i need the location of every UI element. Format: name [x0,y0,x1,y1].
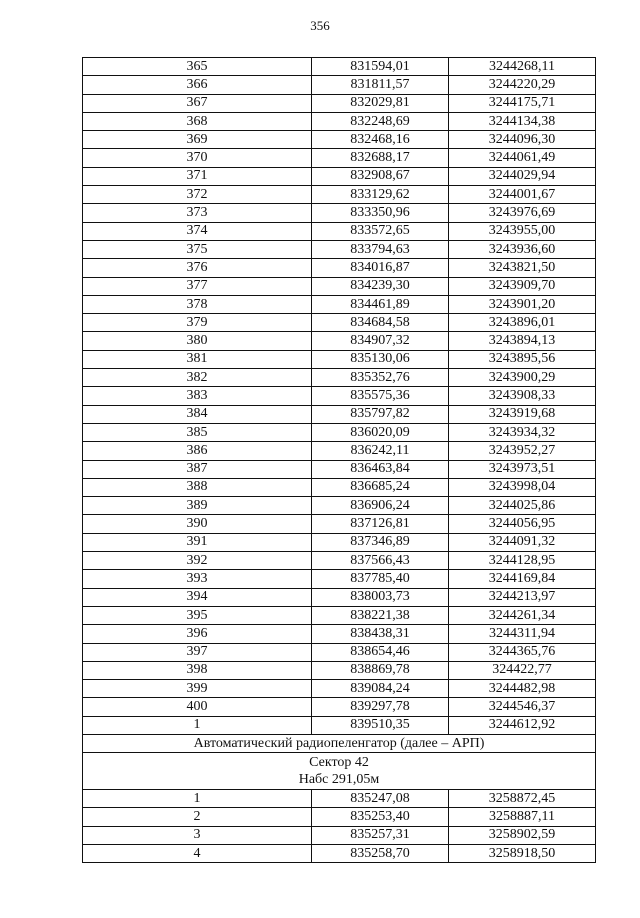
y-coordinate-cell: 3244025,86 [449,497,596,515]
point-number-cell: 366 [83,76,312,94]
y-coordinate-cell: 3244175,71 [449,94,596,112]
point-number-cell: 386 [83,442,312,460]
point-number-cell: 392 [83,552,312,570]
table-row [83,259,596,277]
point-number-cell: 391 [83,533,312,551]
x-coordinate-cell: 831594,01 [312,58,449,76]
table-row [83,131,596,149]
table-row [83,680,596,698]
table-row [83,826,596,844]
x-coordinate-cell: 835247,08 [312,789,449,807]
x-coordinate-cell: 839510,35 [312,716,449,734]
point-number-cell: 375 [83,240,312,258]
y-coordinate-cell: 3243934,32 [449,423,596,441]
y-coordinate-cell: 3243998,04 [449,478,596,496]
y-coordinate-cell: 3244134,38 [449,112,596,130]
y-coordinate-cell: 3244029,94 [449,167,596,185]
y-coordinate-cell: 3243919,68 [449,405,596,423]
point-number-cell: 378 [83,295,312,313]
table-row [83,76,596,94]
point-number-cell: 399 [83,680,312,698]
y-coordinate-cell: 3244365,76 [449,643,596,661]
y-coordinate-cell: 3258918,50 [449,844,596,862]
page-number: 356 [310,18,330,33]
point-number-cell: 385 [83,423,312,441]
table-row [83,332,596,350]
point-number-cell: 371 [83,167,312,185]
point-number-cell: 367 [83,94,312,112]
x-coordinate-cell: 838869,78 [312,661,449,679]
x-coordinate-cell: 839297,78 [312,698,449,716]
table-row [83,478,596,496]
y-coordinate-cell: 3243894,13 [449,332,596,350]
table-row [83,808,596,826]
table-row [83,643,596,661]
y-coordinate-cell: 3243896,01 [449,314,596,332]
x-coordinate-cell: 837566,43 [312,552,449,570]
table-row [83,112,596,130]
x-coordinate-cell: 837785,40 [312,570,449,588]
x-coordinate-cell: 838221,38 [312,606,449,624]
point-number-cell: 389 [83,497,312,515]
table-row [83,295,596,313]
point-number-cell: 387 [83,460,312,478]
y-coordinate-cell: 3244482,98 [449,680,596,698]
coordinates-table-body-bottom [83,789,596,862]
point-number-cell: 1 [83,716,312,734]
point-number-cell: 384 [83,405,312,423]
x-coordinate-cell: 831811,57 [312,76,449,94]
table-row [83,94,596,112]
y-coordinate-cell: 3243821,50 [449,259,596,277]
sector-title: Сектор 42 [309,754,369,770]
x-coordinate-cell: 835257,31 [312,826,449,844]
point-number-cell: 2 [83,808,312,826]
table-row [83,149,596,167]
coordinates-table-body-top [83,58,596,735]
point-number-cell: 365 [83,58,312,76]
x-coordinate-cell: 833572,65 [312,222,449,240]
table-row [83,789,596,807]
point-number-cell: 382 [83,369,312,387]
y-coordinate-cell: 3244261,34 [449,606,596,624]
point-number-cell: 383 [83,387,312,405]
point-number-cell: 376 [83,259,312,277]
table-row [83,222,596,240]
y-coordinate-cell: 3244546,37 [449,698,596,716]
point-number-cell: 369 [83,131,312,149]
x-coordinate-cell: 836906,24 [312,497,449,515]
y-coordinate-cell: 3258902,59 [449,826,596,844]
y-coordinate-cell: 3243936,60 [449,240,596,258]
point-number-cell: 370 [83,149,312,167]
y-coordinate-cell: 3243909,70 [449,277,596,295]
table-row [83,387,596,405]
table-row [83,606,596,624]
table-row [83,844,596,862]
x-coordinate-cell: 836463,84 [312,460,449,478]
point-number-cell: 374 [83,222,312,240]
table-row [83,167,596,185]
x-coordinate-cell: 833129,62 [312,186,449,204]
table-row [83,497,596,515]
x-coordinate-cell: 837346,89 [312,533,449,551]
x-coordinate-cell: 835352,76 [312,369,449,387]
y-coordinate-cell: 3243976,69 [449,204,596,222]
point-number-cell: 395 [83,606,312,624]
x-coordinate-cell: 836685,24 [312,478,449,496]
y-coordinate-cell: 3244612,92 [449,716,596,734]
sector-altitude: Набс 291,05м [298,771,380,787]
x-coordinate-cell: 835258,70 [312,844,449,862]
x-coordinate-cell: 837126,81 [312,515,449,533]
x-coordinate-cell: 838654,46 [312,643,449,661]
table-row [83,460,596,478]
section-heading-row [83,734,596,752]
point-number-cell: 394 [83,588,312,606]
x-coordinate-cell: 832688,17 [312,149,449,167]
y-coordinate-cell: 3244268,11 [449,58,596,76]
table-row [83,716,596,734]
table-row [83,186,596,204]
table-row [83,369,596,387]
point-number-cell: 373 [83,204,312,222]
x-coordinate-cell: 836020,09 [312,423,449,441]
table-row [83,661,596,679]
y-coordinate-cell: 3244056,95 [449,515,596,533]
y-coordinate-cell: 3244091,32 [449,533,596,551]
point-number-cell: 397 [83,643,312,661]
y-coordinate-cell: 3244096,30 [449,131,596,149]
y-coordinate-cell: 3243955,00 [449,222,596,240]
point-number-cell: 393 [83,570,312,588]
table-row [83,277,596,295]
y-coordinate-cell: 324422,77 [449,661,596,679]
x-coordinate-cell: 835575,36 [312,387,449,405]
x-coordinate-cell: 832908,67 [312,167,449,185]
y-coordinate-cell: 3244220,29 [449,76,596,94]
x-coordinate-cell: 838438,31 [312,625,449,643]
y-coordinate-cell: 3243952,27 [449,442,596,460]
table-row [83,442,596,460]
x-coordinate-cell: 834461,89 [312,295,449,313]
point-number-cell: 4 [83,844,312,862]
point-number-cell: 377 [83,277,312,295]
y-coordinate-cell: 3258887,11 [449,808,596,826]
section-heading-group [83,734,596,789]
point-number-cell: 372 [83,186,312,204]
y-coordinate-cell: 3244311,94 [449,625,596,643]
x-coordinate-cell: 834684,58 [312,314,449,332]
x-coordinate-cell: 835253,40 [312,808,449,826]
table-row [83,350,596,368]
table-row [83,625,596,643]
y-coordinate-cell: 3258872,45 [449,789,596,807]
y-coordinate-cell: 3243973,51 [449,460,596,478]
point-number-cell: 381 [83,350,312,368]
y-coordinate-cell: 3243900,29 [449,369,596,387]
x-coordinate-cell: 832248,69 [312,112,449,130]
point-number-cell: 3 [83,826,312,844]
y-coordinate-cell: 3243908,33 [449,387,596,405]
x-coordinate-cell: 835797,82 [312,405,449,423]
y-coordinate-cell: 3244001,67 [449,186,596,204]
x-coordinate-cell: 836242,11 [312,442,449,460]
y-coordinate-cell: 3243895,56 [449,350,596,368]
table-row [83,314,596,332]
x-coordinate-cell: 839084,24 [312,680,449,698]
sector-row [83,752,596,789]
x-coordinate-cell: 833794,63 [312,240,449,258]
point-number-cell: 400 [83,698,312,716]
point-number-cell: 379 [83,314,312,332]
coordinates-table [82,57,596,863]
x-coordinate-cell: 833350,96 [312,204,449,222]
y-coordinate-cell: 3243901,20 [449,295,596,313]
point-number-cell: 398 [83,661,312,679]
point-number-cell: 396 [83,625,312,643]
point-number-cell: 390 [83,515,312,533]
y-coordinate-cell: 3244213,97 [449,588,596,606]
x-coordinate-cell: 834016,87 [312,259,449,277]
table-row [83,515,596,533]
x-coordinate-cell: 834239,30 [312,277,449,295]
point-number-cell: 1 [83,789,312,807]
table-row [83,698,596,716]
y-coordinate-cell: 3244128,95 [449,552,596,570]
table-row [83,588,596,606]
table-row [83,240,596,258]
table-row [83,570,596,588]
y-coordinate-cell: 3244061,49 [449,149,596,167]
point-number-cell: 368 [83,112,312,130]
x-coordinate-cell: 835130,06 [312,350,449,368]
section-heading: Автоматический радиопеленгатор (далее – АРП) [83,734,596,752]
y-coordinate-cell: 3244169,84 [449,570,596,588]
x-coordinate-cell: 832029,81 [312,94,449,112]
point-number-cell: 380 [83,332,312,350]
sector-cell [83,752,596,789]
x-coordinate-cell: 832468,16 [312,131,449,149]
table-row [83,405,596,423]
table-row [83,552,596,570]
x-coordinate-cell: 838003,73 [312,588,449,606]
table-row [83,58,596,76]
table-row [83,204,596,222]
point-number-cell: 388 [83,478,312,496]
x-coordinate-cell: 834907,32 [312,332,449,350]
table-row [83,533,596,551]
table-row [83,423,596,441]
